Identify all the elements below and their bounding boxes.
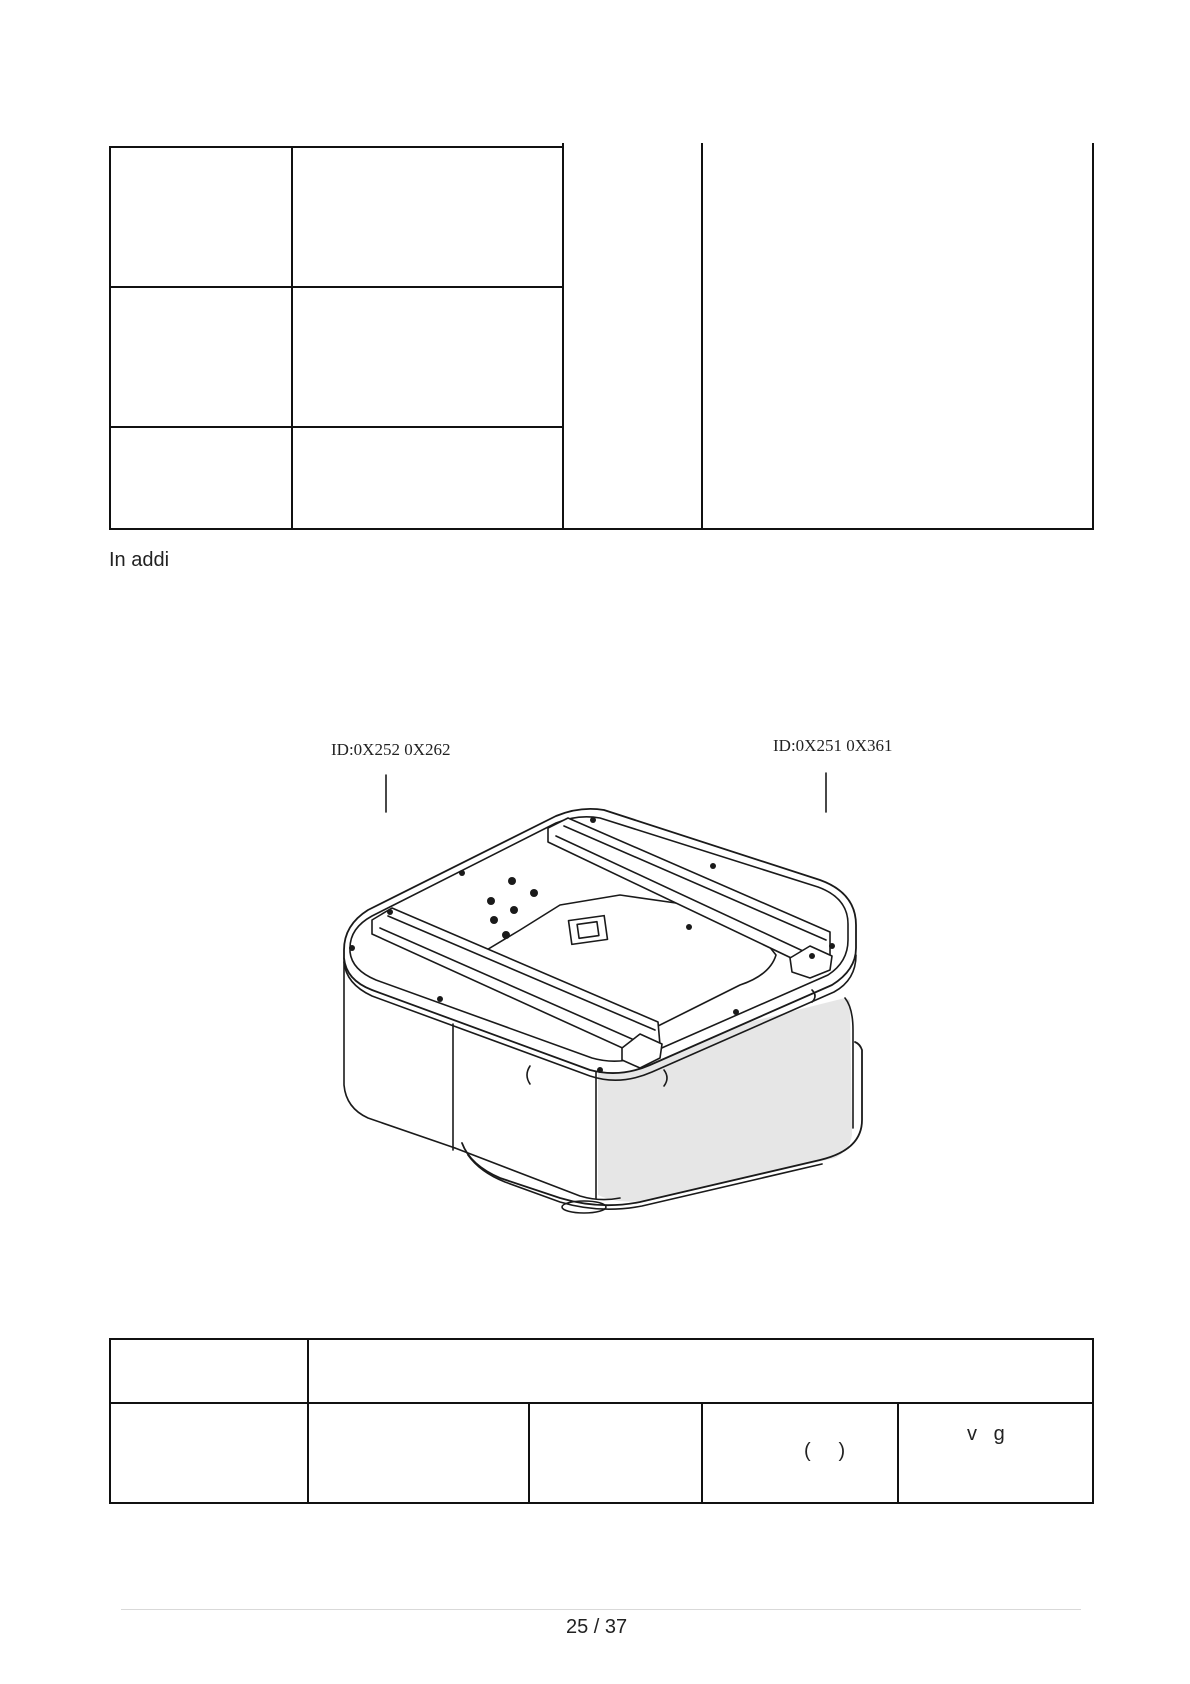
top-table-border [291, 146, 293, 530]
bottom-table-border [897, 1402, 899, 1504]
table-cell-text: ( ) [804, 1440, 846, 1462]
bottom-table-border [1092, 1338, 1094, 1504]
top-table-border [109, 146, 563, 148]
bottom-table-border [528, 1402, 530, 1504]
top-table-border [109, 528, 1094, 530]
top-table-border [109, 146, 111, 530]
bottom-table-border [701, 1402, 703, 1504]
top-table [108, 144, 1092, 530]
bottom-table-border [109, 1402, 1094, 1404]
footer-rule [121, 1609, 1081, 1610]
top-table-border [562, 143, 564, 530]
table-cell-text: v g [967, 1423, 1005, 1445]
callout-right-label: ID:0X251 0X361 [773, 736, 893, 755]
bottom-table-border [307, 1338, 309, 1504]
bottom-table [108, 1338, 1092, 1504]
bottom-table-border [109, 1338, 111, 1504]
bottom-table-border [109, 1502, 1094, 1504]
bottom-table-border [109, 1338, 1094, 1340]
body-text: In addi [109, 549, 170, 571]
top-table-border [109, 286, 563, 288]
robot-chassis-drawing [300, 760, 880, 1230]
top-table-border [701, 143, 703, 530]
top-table-border [1092, 143, 1094, 530]
callout-left-label: ID:0X252 0X262 [331, 740, 451, 759]
page-number: 25 / 37 [566, 1616, 628, 1638]
top-table-border [109, 426, 563, 428]
